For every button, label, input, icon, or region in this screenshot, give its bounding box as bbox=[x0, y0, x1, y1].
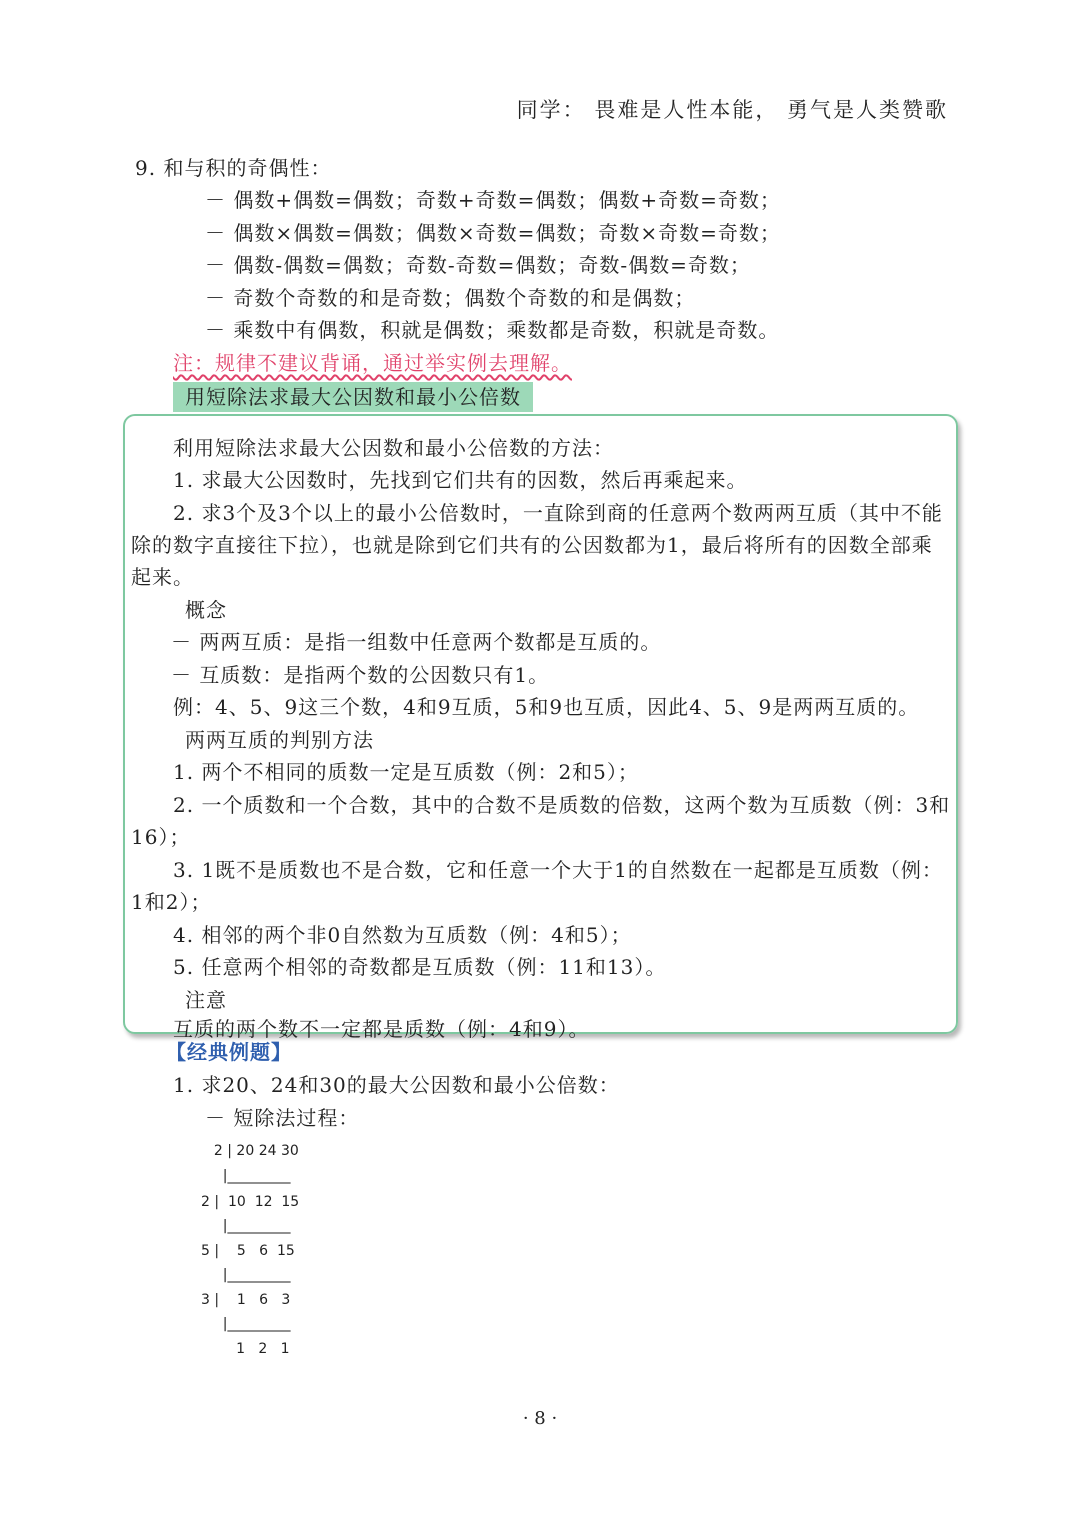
judge-rule-2: 2. 一个质数和一个合数，其中的合数不是质数的倍数，这两个数为互质数（例：3和16）； bbox=[131, 793, 951, 849]
division-row-3: 5 | 5 6 15 bbox=[201, 1243, 295, 1259]
classic-examples-title: 【经典例题】 bbox=[166, 1040, 292, 1064]
method-step-1: 1. 求最大公因数时，先找到它们共有的因数，然后再乘起来。 bbox=[173, 468, 748, 492]
division-row-2: 2 | 10 12 15 bbox=[201, 1194, 300, 1210]
section-9-note: 注：规律不建议背诵，通过举实例去理解。 bbox=[173, 351, 572, 375]
concept-example: 例：4、5、9这三个数，4和9互质，5和9也互质，因此4、5、9是两两互质的。 bbox=[173, 695, 920, 719]
division-line-4: |_________ bbox=[205, 1316, 291, 1332]
parity-rule-multiply: － 偶数×偶数=偶数；偶数×奇数=偶数；奇数×奇数=奇数； bbox=[205, 221, 781, 245]
parity-rule-add: － 偶数+偶数=偶数；奇数+奇数=偶数；偶数+奇数=奇数； bbox=[205, 188, 781, 212]
example-question-1: 1. 求20、24和30的最大公因数和最小公倍数： bbox=[173, 1073, 620, 1097]
division-row-1: 2 | 20 24 30 bbox=[205, 1143, 299, 1159]
short-division-heading: 用短除法求最大公因数和最小公倍数 bbox=[173, 382, 533, 412]
division-line-1: |_________ bbox=[205, 1168, 291, 1184]
note-text: 互质的两个数不一定都是质数（例：4和9）。 bbox=[173, 1017, 590, 1041]
division-result-row: 1 2 1 bbox=[205, 1341, 290, 1357]
judge-rule-3: 3. 1既不是质数也不是合数，它和任意一个大于1的自然数在一起都是互质数（例：1和2）； bbox=[131, 858, 943, 914]
section-9-title: 9. 和与积的奇偶性： bbox=[135, 156, 332, 180]
method-box bbox=[123, 414, 958, 1041]
division-line-2: |_________ bbox=[205, 1218, 291, 1234]
concept-pairwise-coprime: － 两两互质：是指一组数中任意两个数都是互质的。 bbox=[171, 630, 662, 654]
judge-title: 两两互质的判别方法 bbox=[185, 728, 374, 752]
concept-title: 概念 bbox=[185, 598, 227, 622]
parity-rule-sum-count: － 奇数个奇数的和是奇数；偶数个奇数的和是偶数； bbox=[205, 286, 696, 310]
short-division-label: － 短除法过程： bbox=[205, 1106, 360, 1130]
concept-coprime: － 互质数：是指两个数的公因数只有1。 bbox=[171, 663, 550, 687]
page-number: · 8 · bbox=[522, 1408, 558, 1429]
judge-rule-1: 1. 两个不相同的质数一定是互质数（例：2和5）； bbox=[173, 760, 639, 784]
judge-rule-5: 5. 任意两个相邻的奇数都是互质数（例：11和13）。 bbox=[173, 955, 667, 979]
parity-rule-subtract: － 偶数-偶数=偶数；奇数-奇数=偶数；奇数-偶数=奇数； bbox=[205, 253, 751, 277]
method-intro: 利用短除法求最大公因数和最小公倍数的方法： bbox=[173, 436, 614, 460]
division-line-3: |_________ bbox=[205, 1267, 291, 1283]
parity-rule-product: － 乘数中有偶数，积就是偶数；乘数都是奇数，积就是奇数。 bbox=[205, 318, 780, 342]
page-header-motto: 同学： 畏难是人性本能， 勇气是人类赞歌 bbox=[516, 98, 948, 122]
method-step-2: 2. 求3个及3个以上的最小公倍数时，一直除到商的任意两个数两两互质（其中不能除的数字直接往下拉），也就是除到它们共有的公因数都为1，最后将所有的因数全部乘起来。 bbox=[131, 501, 943, 589]
division-row-4: 3 | 1 6 3 bbox=[201, 1292, 291, 1308]
note-title: 注意 bbox=[185, 988, 227, 1012]
judge-rule-4: 4. 相邻的两个非0自然数为互质数（例：4和5）； bbox=[173, 923, 632, 947]
